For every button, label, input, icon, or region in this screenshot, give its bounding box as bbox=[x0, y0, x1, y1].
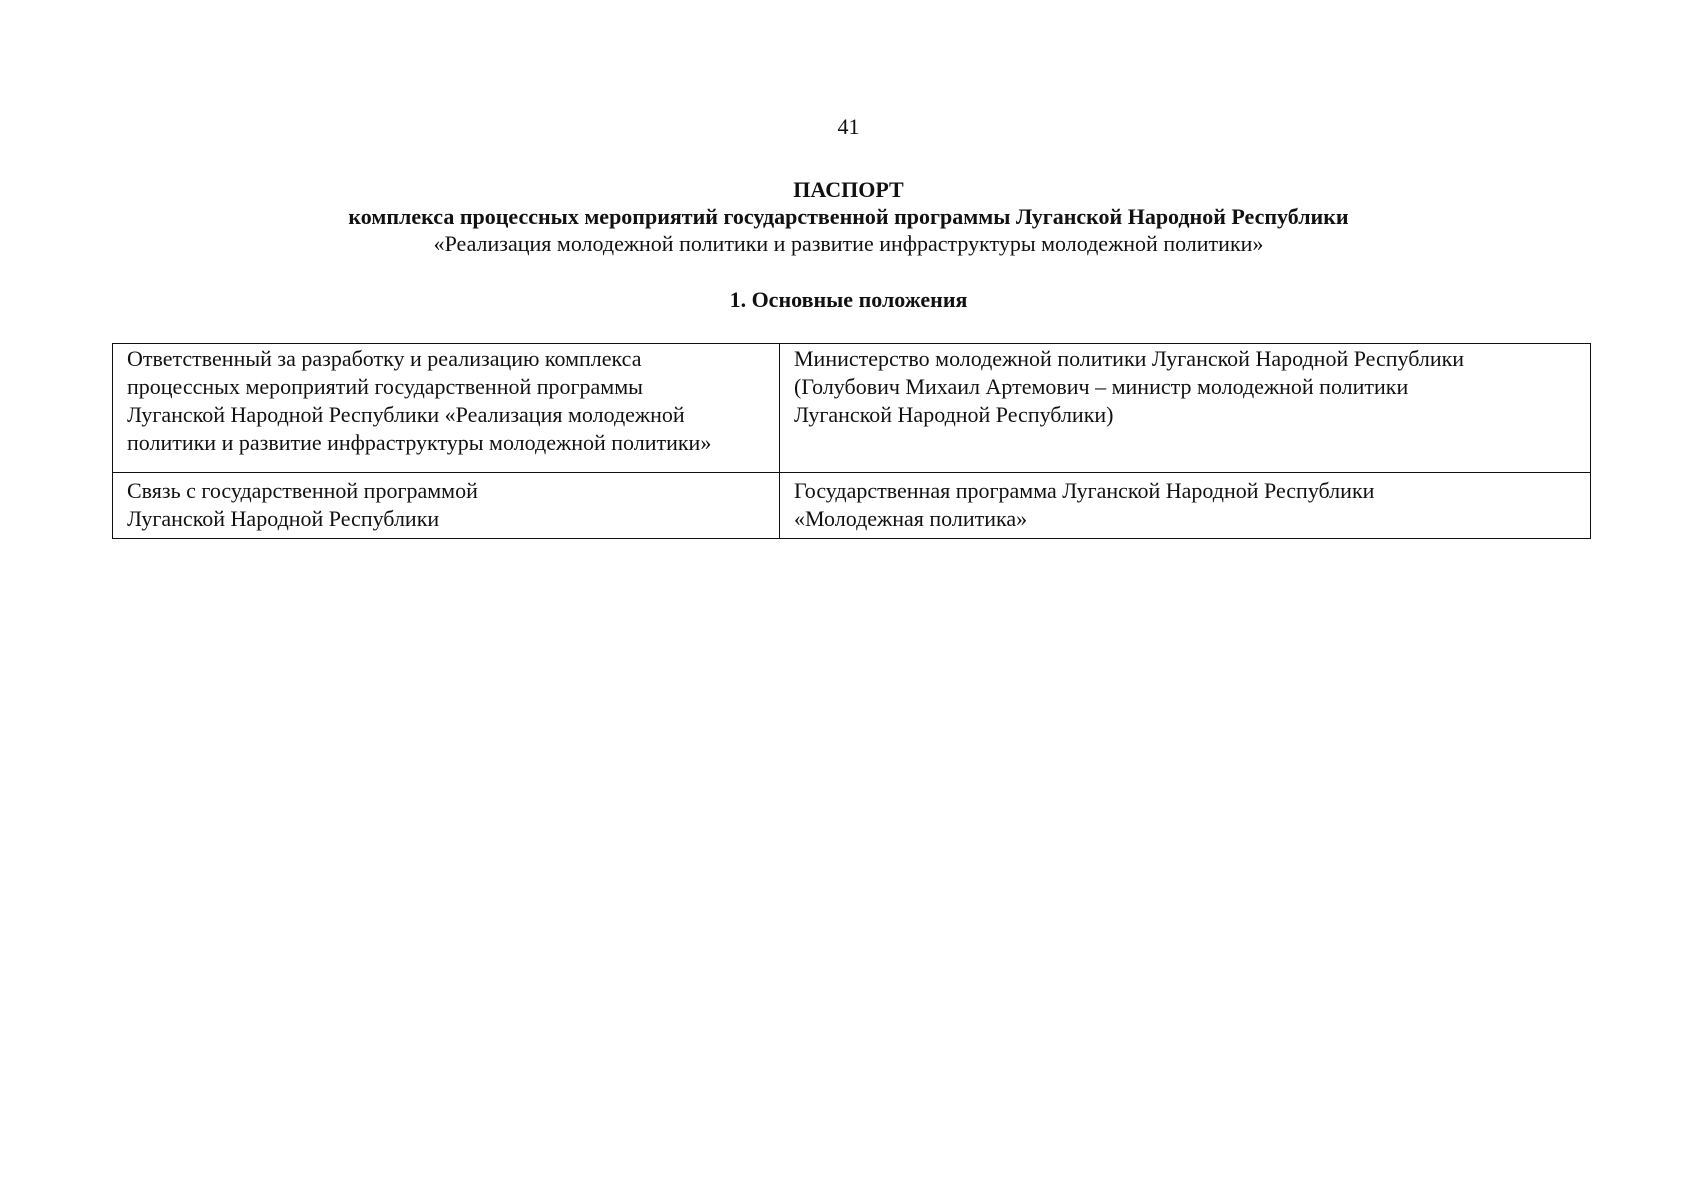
table-row bbox=[113, 344, 1591, 473]
cell-line: Министерство молодежной политики Луганской Народной Республики bbox=[794, 346, 1465, 371]
cell-line: Луганской Народной Республики) bbox=[794, 402, 1114, 427]
cell-line: процессных мероприятий государственной программы bbox=[127, 374, 643, 399]
row-value-responsible bbox=[780, 344, 1591, 473]
row-label-program-link bbox=[113, 473, 780, 539]
document-subtitle: комплекса процессных мероприятий государственной программы Луганской Народной Республики bbox=[348, 204, 1349, 229]
program-name: «Реализация молодежной политики и развитие инфраструктуры молодежной политики» bbox=[433, 231, 1264, 256]
page-number: 41 bbox=[837, 114, 860, 139]
table-row bbox=[113, 473, 1591, 539]
cell-line: Луганской Народной Республики «Реализация молодежной bbox=[127, 402, 685, 427]
cell-line: политики и развитие инфраструктуры молодежной политики» bbox=[127, 430, 712, 455]
section-heading: 1. Основные положения bbox=[729, 287, 968, 312]
row-value-program-link bbox=[780, 473, 1591, 539]
cell-line: Связь с государственной программой bbox=[127, 478, 478, 503]
cell-line: Государственная программа Луганской Народной Республики bbox=[794, 478, 1375, 503]
cell-line: «Молодежная политика» bbox=[794, 506, 1028, 531]
document-header bbox=[0, 176, 1697, 257]
passport-table bbox=[112, 343, 1591, 539]
cell-line: Ответственный за разработку и реализацию комплекса bbox=[127, 346, 642, 371]
document-title: ПАСПОРТ bbox=[793, 177, 904, 202]
cell-line: Луганской Народной Республики bbox=[127, 506, 440, 531]
cell-line: (Голубович Михаил Артемович – министр молодежной политики bbox=[794, 374, 1409, 399]
row-label-responsible bbox=[113, 344, 780, 473]
